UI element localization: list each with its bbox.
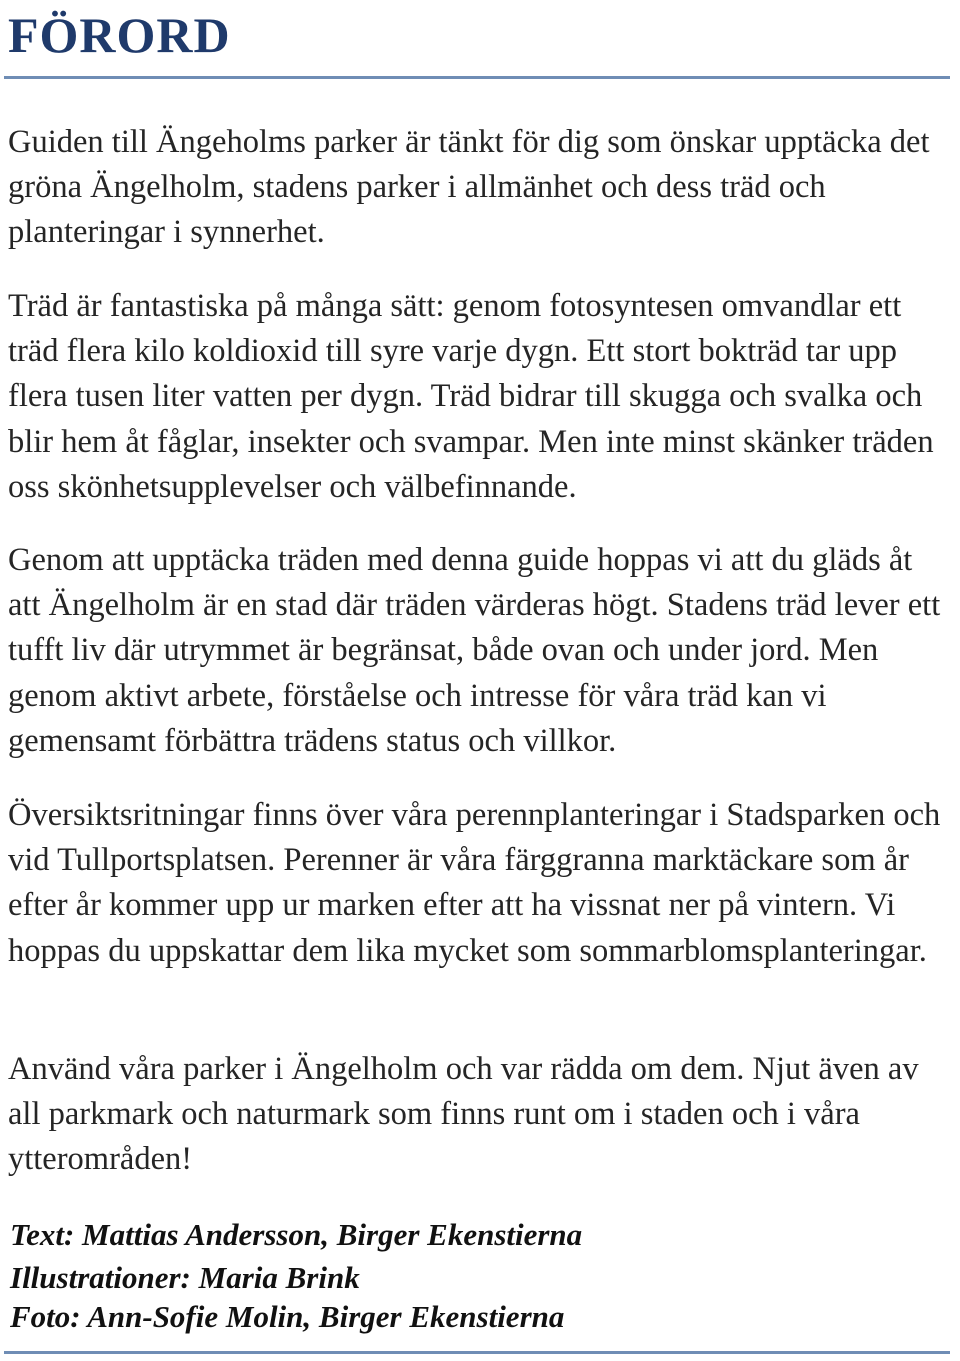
bottom-divider: [4, 1351, 950, 1354]
intro-paragraph: Guiden till Ängeholms parker är tänkt för dig som önskar upptäcka det gröna Ängelholm, stadens parker i allmänhet och dess träd och planteringar i synnerhet.: [8, 124, 930, 251]
perennials-paragraph: Översiktsritningar finns över våra perennplanteringar i Stadsparken och vid Tullportsplatsen. Perenner är våra färggranna marktäckare som år efter år kommer upp ur marken efter att ha vissnat ner på vintern. Vi hoppas du uppskattar dem lika mycket som sommarblomsplanteringar.: [8, 797, 941, 969]
guide-paragraph: Genom att upptäcka träden med denna guide hoppas vi att du gläds åt att Ängelholm är en stad där träden värderas högt. Stadens träd lever ett tufft liv där utrymmet är begränsat, både ovan och under jord. Men genom aktivt arbete, förståelse och intresse för våra träd kan vi gemensamt förbättra trädens status och villkor.: [8, 542, 941, 759]
credit-illustrations: Illustrationer: Maria Brink: [10, 1260, 360, 1295]
closing-paragraph: Använd våra parker i Ängelholm och var rädda om dem. Njut även av all parkmark och naturmark som finns runt om i staden och i våra ytterområden!: [8, 1051, 919, 1178]
credit-photo: Foto: Ann-Sofie Molin, Birger Ekenstierna: [10, 1299, 565, 1334]
credits-block: [10, 1213, 582, 1335]
credit-text-authors: Text: Mattias Andersson, Birger Ekenstierna: [10, 1217, 583, 1252]
title-divider: [4, 76, 950, 79]
page-title: FÖRORD: [8, 7, 231, 63]
trees-paragraph: Träd är fantastiska på många sätt: genom fotosyntesen omvandlar ett träd flera kilo koldioxid till syre varje dygn. Ett stort bokträd tar upp flera tusen liter vatten per dygn. Träd bidrar till skugga och svalka och blir hem åt fåglar, insekter och svampar. Men inte minst skänker träden oss skönhetsupplevelser och välbefinnande.: [8, 288, 934, 505]
